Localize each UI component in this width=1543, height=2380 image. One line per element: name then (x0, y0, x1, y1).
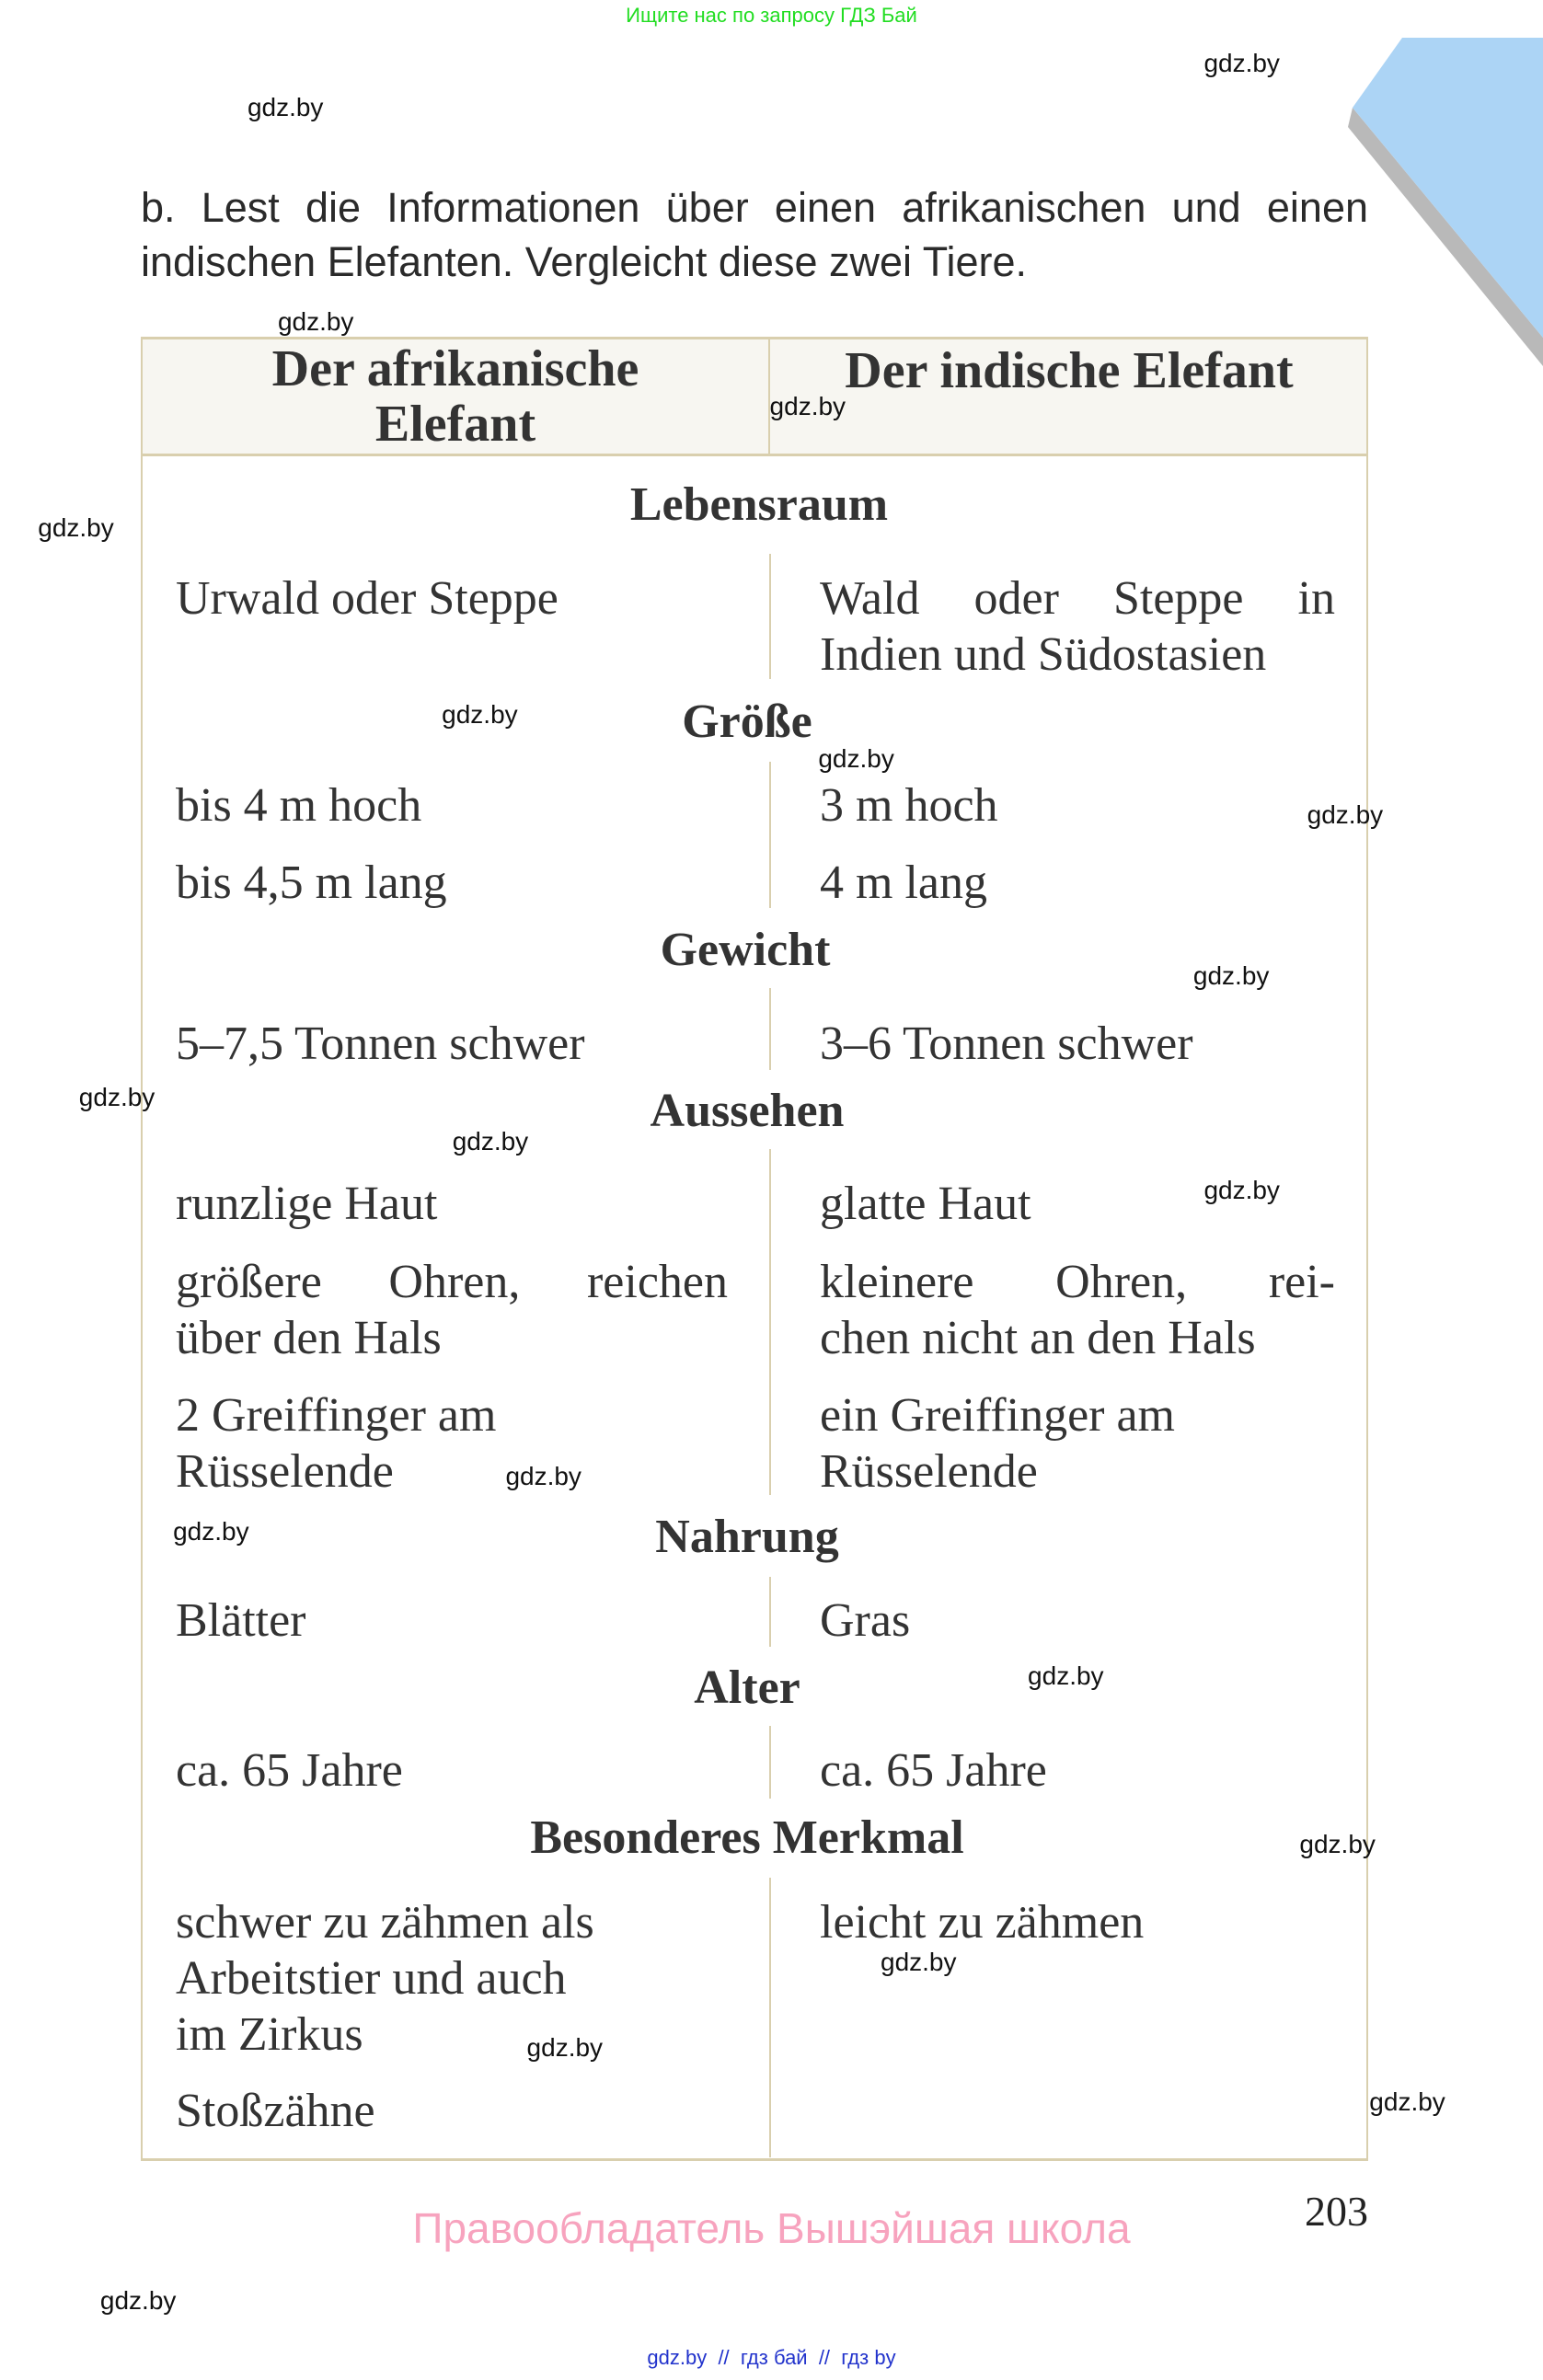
cell-line: über den Hals (176, 1311, 442, 1364)
right-cell-text (820, 1254, 1335, 1366)
column-divider (769, 988, 771, 1070)
cell-line: runzlige Haut (176, 1178, 438, 1231)
left-cell-text (176, 777, 728, 834)
cell-line: schwer zu zähmen als (176, 1895, 594, 1949)
cell-line: 4 m lang (820, 856, 987, 909)
cell-line: Rüsselende (176, 1444, 394, 1498)
section-heading: Besonderes Merkmal (530, 1811, 964, 1865)
column-divider (769, 1577, 771, 1647)
cell-line: 5–7,5 Tonnen schwer (176, 1017, 585, 1070)
cell-line: im Zirkus (176, 2007, 363, 2061)
cell-line: bis 4,5 m lang (176, 856, 447, 909)
watermark: gdz.by (173, 1516, 249, 1546)
watermark: gdz.by (1192, 960, 1270, 990)
header-african-elephant: Der afrikanische Elefant (143, 339, 770, 454)
watermark: gdz.by (442, 700, 518, 730)
section-heading: Gewicht (660, 923, 831, 976)
cell-line: 3–6 Tonnen schwer (820, 1017, 1193, 1070)
watermark: gdz.by (818, 744, 894, 773)
watermark: gdz.by (247, 93, 324, 122)
right-cell-text (820, 570, 1335, 683)
right-cell-text (820, 855, 1335, 911)
left-cell-text (176, 2083, 728, 2139)
page-number: 203 (1305, 2188, 1368, 2235)
cell-line: größere Ohren, reichen (176, 1255, 728, 1308)
column-divider (769, 1149, 771, 1495)
watermark: gdz.by (38, 513, 114, 543)
left-cell-text (176, 1254, 728, 1366)
watermark: gdz.by (78, 1082, 155, 1111)
watermark: gdz.by (1307, 800, 1384, 830)
left-cell-text (176, 855, 728, 911)
watermark: gdz.by (99, 2286, 177, 2316)
cell-line: Urwald oder Steppe (176, 572, 558, 626)
section-heading: Alter (694, 1661, 800, 1714)
left-cell-text (176, 570, 728, 627)
watermark: gdz.by (526, 2032, 604, 2062)
left-cell-text (176, 1016, 728, 1072)
cell-line: Rüsselende (820, 1444, 1038, 1498)
section-heading: Größe (682, 696, 812, 749)
section-heading: Nahrung (655, 1511, 839, 1564)
right-cell-text (820, 1592, 1335, 1649)
search-banner[interactable]: Ищите нас по запросу ГДЗ Бай (626, 4, 917, 27)
watermark: gdz.by (1028, 1661, 1104, 1690)
watermark: gdz.by (1203, 1175, 1280, 1204)
left-cell-text (176, 1592, 728, 1649)
cell-line: ca. 65 Jahre (820, 1743, 1047, 1797)
left-cell-text (176, 1387, 728, 1500)
cell-line: bis 4 m hoch (176, 778, 422, 832)
watermark: gdz.by (1299, 1829, 1376, 1858)
column-divider (769, 762, 771, 907)
watermark: gdz.by (769, 392, 846, 421)
column-divider (769, 554, 771, 678)
watermark: gdz.by (277, 306, 354, 336)
rights-holder-notice: Правообладатель Вышэйшая школа (412, 2204, 1131, 2252)
left-cell-text (176, 1894, 728, 2063)
watermark: gdz.by (1369, 2087, 1445, 2117)
cell-line: ca. 65 Jahre (176, 1743, 403, 1797)
cell-line: Gras (820, 1593, 911, 1647)
right-cell-text (820, 1387, 1335, 1500)
cell-line: Indien und Südostasien (820, 628, 1267, 682)
exercise-instruction: b. Lest die Informationen über einen afrikanischen und einen indischen Elefanten. Vergleicht diese zwei Tiere. (141, 184, 1368, 285)
left-cell-text (176, 1742, 728, 1799)
footer-links[interactable]: gdz.by // гдз бай // гдз by (647, 2346, 896, 2369)
cell-line: 3 m hoch (820, 778, 998, 832)
cell-line: Arbeitstier und auch (176, 1951, 567, 2005)
table-header (143, 339, 1366, 456)
right-cell-text (820, 1742, 1335, 1799)
watermark: gdz.by (1203, 49, 1280, 78)
watermark: gdz.by (452, 1126, 529, 1156)
left-cell-text (176, 1176, 728, 1232)
cell-line: glatte Haut (820, 1178, 1031, 1231)
right-cell-text (820, 777, 1335, 834)
header-indian-elephant: Der indische Elefant (845, 342, 1294, 399)
section-heading: Aussehen (650, 1084, 845, 1137)
cell-line: leicht zu zähmen (820, 1895, 1145, 1949)
section-heading: Lebensraum (629, 478, 889, 532)
watermark: gdz.by (505, 1462, 582, 1491)
cell-line: Stoßzähne (176, 2084, 375, 2137)
right-cell-text (820, 1894, 1335, 1950)
cell-line: ein Greiffinger am (820, 1388, 1175, 1442)
watermark: gdz.by (881, 1948, 957, 1977)
cell-line: 2 Greiffinger am (176, 1388, 497, 1442)
cell-line: kleinere Ohren, rei- (820, 1255, 1335, 1308)
cell-line: Wald oder Steppe in (820, 572, 1335, 626)
cell-line: Blätter (176, 1593, 306, 1647)
cell-line: chen nicht an den Hals (820, 1311, 1256, 1364)
right-cell-text (820, 1016, 1335, 1072)
column-divider (769, 1726, 771, 1799)
column-divider (769, 1878, 771, 2157)
